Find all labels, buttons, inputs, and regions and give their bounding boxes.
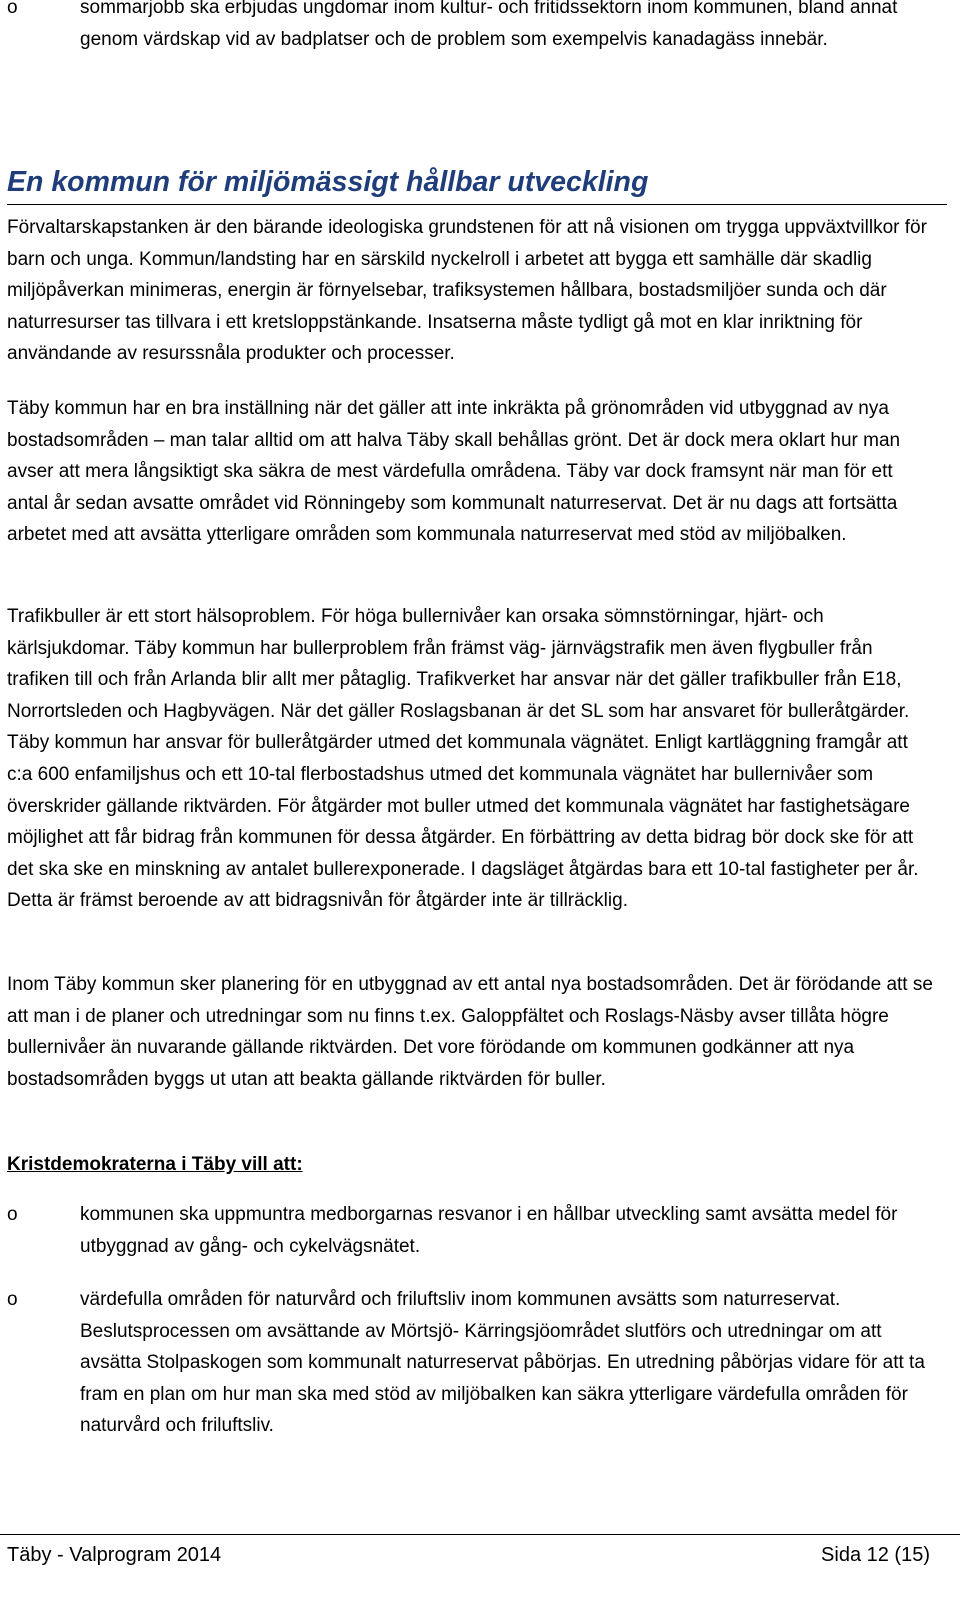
page-number: Sida 12 (15) xyxy=(821,1544,930,1566)
paragraph-traffic-noise: Trafikbuller är ett stort hälsoproblem. För höga bullernivåer kan orsaka sömnstörningar, hjärt- och kärlsjukdomar. Täby kommun har bullerproblem från främst väg- järnvägstrafik men även flygbuller från trafiken till och från Arlanda blir allt mer påtaglig. Trafikverket har ansvar när det gäller trafikbuller från E18, Norrortsleden och Hagbyvägen. När det gäller Roslagsbanan är det SL som har ansvaret för bulleråtgärder. Täby kommun har ansvar för bulleråtgärder utmed det kommunala vägnätet. Enligt kartläggning framgår att c:a 600 enfamiljshus och ett 10-tal flerbostadshus utmed det kommunala vägnätet har bullernivåer som överskrider gällande riktvärden. För åtgärder mot buller utmed det kommunala vägnätet har fastighetsägare möjlighet att får bidrag från kommunen för dessa åtgärder. En förbättring av detta bidrag bör dock ske för att det ska ske en minskning av antalet bullerexponerade. I dagsläget åtgärdas bara ett 10-tal fastigheter per år. Detta är främst beroende av att bidragsnivån för åtgärder inte är tillräcklig. xyxy=(7,606,919,912)
intro-paragraph xyxy=(7,212,937,370)
page-footer xyxy=(0,1534,960,1566)
section-heading: En kommun för miljömässigt hållbar utveckling xyxy=(7,160,947,205)
list-item xyxy=(7,1199,937,1262)
paragraph-green-areas: Täby kommun har en bra inställning när det gäller att inte inkräkta på grönområden vid utbyggnad av nya bostadsområden – man talar alltid om att halva Täby skall behållas grönt. Det är dock mera oklart hur man avser att mera långsiktigt ska säkra de mest värdefulla områdena. Täby var dock framsynt när man för ett antal år sedan avsatte området vid Rönningeby som kommunalt naturreservat. Det är nu dags att fortsätta arbetet med att avsätta ytterligare områden som kommunala naturreservat med stöd av miljöbalken. xyxy=(7,398,901,546)
footer-title: Täby - Valprogram 2014 xyxy=(7,1544,222,1566)
list-item xyxy=(7,1284,937,1442)
bullet-marker: o xyxy=(7,1204,18,1225)
paragraph-planning: Inom Täby kommun sker planering för en utbyggnad av ett antal nya bostadsområden. Det är förödande att se att man i de planer och utredningar som nu finns t.ex. Galoppfältet och Roslags-Näsby avser tillåta högre bullernivåer än nuvarande gällande riktvärden. Det vore förödande om kommunen godkänner att nya bostadsområden byggs ut utan att beakta gällande riktvärden för buller. xyxy=(7,974,933,1090)
list-item xyxy=(7,0,937,55)
list-item-text: värdefulla områden för naturvård och friluftsliv inom kommunen avsätts som naturreservat. Beslutsprocessen om avsättande av Mörtsjö- Kärringsjöområdet slutförs och utredningar om att avsätta Stolpaskogen som kommunalt naturreservat påbörjas. En utredning påbörjas vidare för att ta fram en plan om hur man ska med stöd av miljöbalken kan säkra ytterligare värdefulla områden för naturvård och friluftsliv. xyxy=(80,1289,925,1437)
bullet-marker: o xyxy=(7,0,18,18)
bullet-marker: o xyxy=(7,1289,18,1310)
intro-lead: Förvaltarskapstanken är den bärande ideologiska grundstenen för att nå visionen om trygga uppväxtvillkor för barn och unga. xyxy=(7,217,927,270)
list-item-text: sommarjobb ska erbjudas ungdomar inom kultur- och fritidssektorn inom kommunen, bland annat genom värdskap vid av badplatser och de problem som exempelvis kanadagäss innebär. xyxy=(80,0,898,50)
list-item-text: kommunen ska uppmuntra medborgarnas resvanor i en hållbar utveckling samt avsätta medel för utbyggnad av gång- och cykelvägsnätet. xyxy=(80,1204,898,1257)
list-title: Kristdemokraterna i Täby vill att: xyxy=(7,1154,303,1175)
intro-rest: Kommun/landsting har en särskild nyckelroll i arbetet att bygga ett samhälle där skadlig miljöpåverkan minimeras, energin är förnyelsebar, trafiksystemen hållbara, bostadsmiljöer sunda och där naturresurser tas tillvara i ett kretsloppstänkande. Insatserna måste tydligt gå mot en klar inriktning för användande av resurssnåla produkter och processer. xyxy=(7,248,887,365)
